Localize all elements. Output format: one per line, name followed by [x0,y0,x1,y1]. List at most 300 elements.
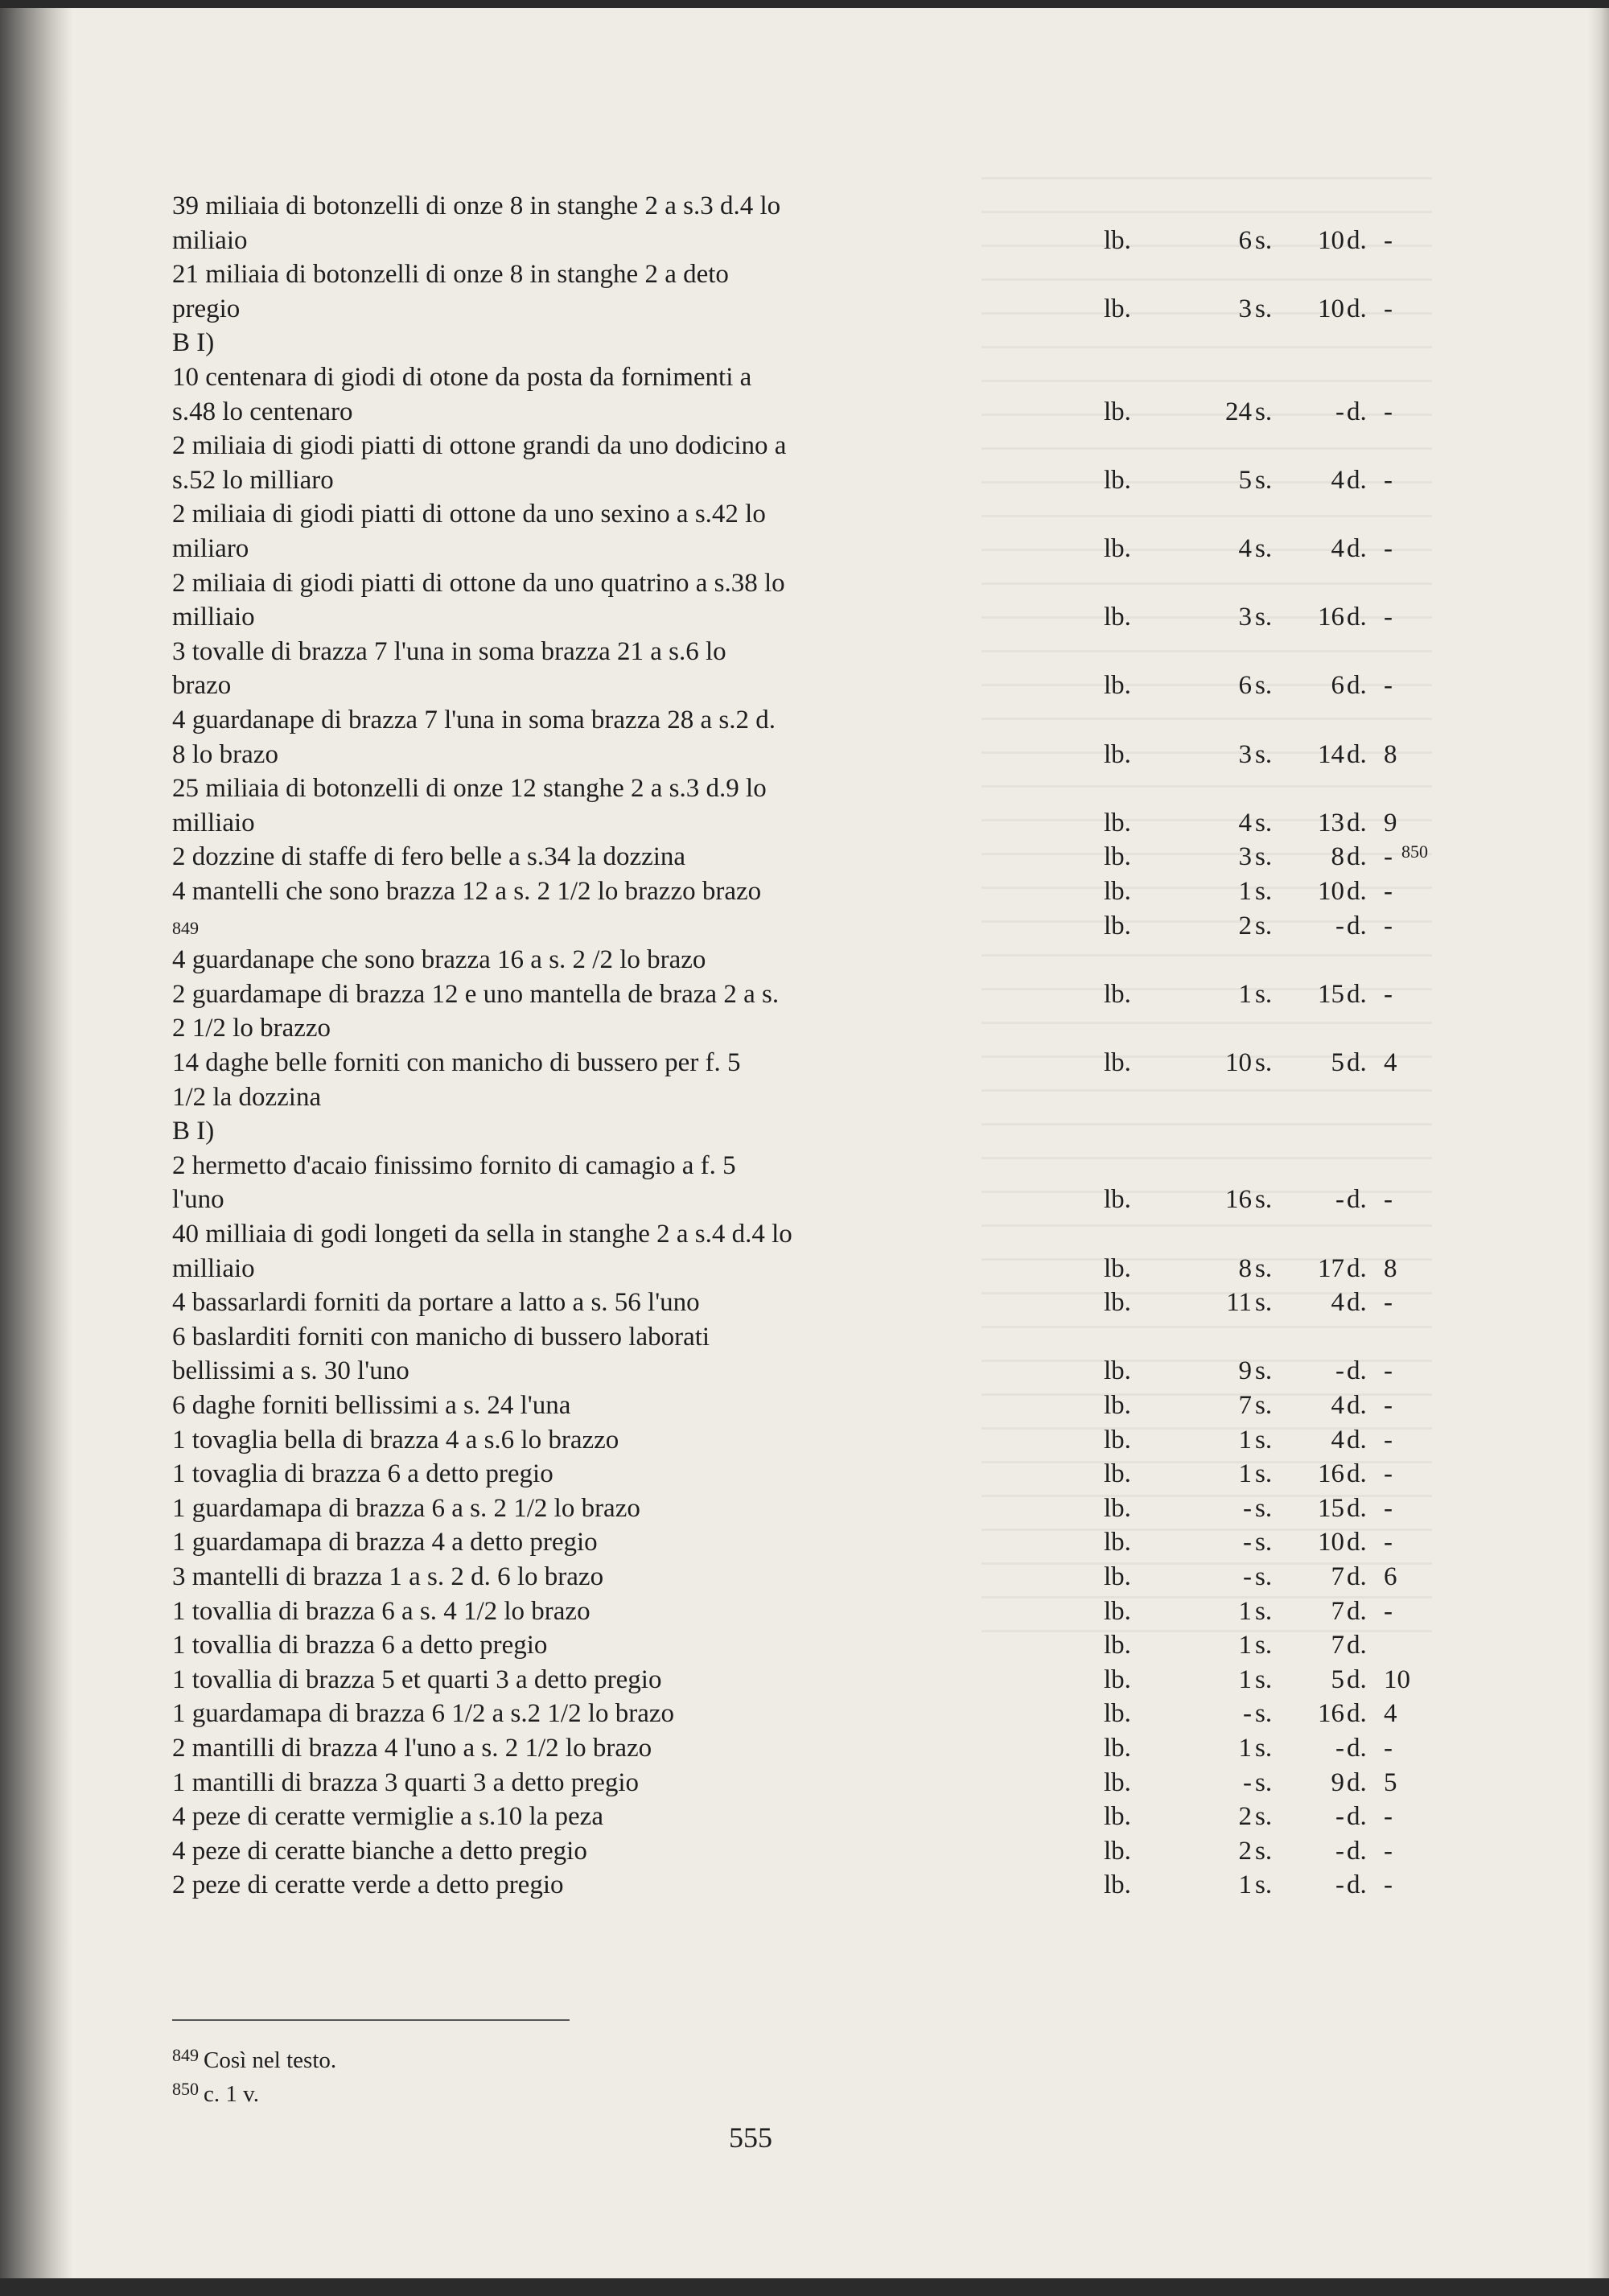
inventory-line [172,636,726,668]
inventory-line [172,498,766,530]
line-text: pregio [172,294,241,323]
extra-value: - [1384,1597,1393,1626]
extra-value: 8 [1384,740,1397,769]
inventory-line [172,1389,1393,1422]
lire-unit: lb. [1104,1597,1131,1626]
soldi-value: 1 [1238,1870,1252,1899]
soldi-unit: s. [1255,1048,1273,1077]
denari-unit: d. [1347,1254,1367,1283]
page-number: 555 [729,2121,772,2154]
denari-value: 15 [1318,980,1344,1009]
line-text: 1 tovallia di brazza 5 et quarti 3 a detto pregio [172,1665,662,1694]
inventory-line [172,1732,1393,1764]
soldi-value: - [1243,1562,1252,1591]
soldi-value: 1 [1238,1665,1252,1694]
lire-unit: lb. [1104,1699,1131,1728]
inventory-line [172,1012,331,1044]
line-text: 4 guardanape che sono brazza 16 a s. 2 /2 lo brazo [172,945,706,974]
footnote-849: $^{849}$ Così nel testo. [172,2045,337,2073]
inventory-line [172,704,776,736]
denari-unit: d. [1347,1288,1367,1317]
lire-unit: lb. [1104,1837,1131,1866]
extra-value: - [1384,1734,1393,1763]
denari-unit: d. [1347,226,1367,255]
denari-unit: d. [1347,1734,1367,1763]
denari-unit: d. [1347,397,1367,426]
line-text: 2 1/2 lo brazzo [172,1014,331,1043]
soldi-unit: s. [1255,226,1273,255]
soldi-unit: s. [1255,603,1273,632]
soldi-value: - [1243,1699,1252,1728]
inventory-line [172,669,1393,702]
inventory-line [172,1526,1393,1558]
soldi-unit: s. [1255,1665,1273,1694]
inventory-line [172,224,1393,257]
lire-unit: lb. [1104,842,1131,871]
line-text: 1 guardamapa di brazza 6 a s. 2 1/2 lo brazo [172,1494,640,1523]
soldi-value: 9 [1238,1356,1252,1385]
soldi-value: 24 [1225,397,1252,426]
line-text: l'uno [172,1185,224,1214]
soldi-value: 8 [1238,1254,1252,1283]
inventory-line [172,1081,321,1113]
line-text: 40 milliaia di godi longeti da sella in stanghe 2 a s.4 d.4 lo [172,1220,792,1249]
inventory-line [172,807,1397,839]
inventory-line [172,1183,1393,1216]
extra-value: - [1384,1356,1393,1385]
line-text: 2 mantilli di brazza 4 l'uno a s. 2 1/2 lo brazo [172,1734,652,1763]
denari-value: - [1335,1734,1344,1763]
line-text: 2 miliaia di giodi piatti di ottone da uno quatrino a s.38 lo [172,569,785,598]
soldi-unit: s. [1255,671,1273,700]
soldi-unit: s. [1255,466,1273,495]
denari-unit: d. [1347,1459,1367,1488]
soldi-value: 1 [1238,1597,1252,1626]
inventory-line [172,875,1393,907]
extra-value: - [1384,1459,1393,1488]
soldi-unit: s. [1255,809,1273,837]
extra-value: 10 [1384,1665,1410,1694]
soldi-unit: s. [1255,1562,1273,1591]
denari-value: 5 [1331,1665,1344,1694]
inventory-line [172,1629,1367,1661]
scan-border-bottom [0,2278,1609,2296]
lire-unit: lb. [1104,1802,1131,1831]
extra-value: - [1384,1426,1393,1455]
inventory-line [172,533,1393,565]
lire-unit: lb. [1104,980,1131,1009]
extra-value: - [1384,466,1393,495]
line-text: 3 tovalle di brazza 7 l'una in soma brazza 21 a s.6 lo [172,637,726,666]
line-text: 2 peze di ceratte verde a detto pregio [172,1870,564,1899]
denari-value: 6 [1331,671,1344,700]
inventory-line [172,1697,1397,1730]
inventory-line [172,396,1393,428]
lire-unit: lb. [1104,226,1131,255]
denari-unit: d. [1347,1699,1367,1728]
denari-unit: d. [1347,877,1367,906]
line-text: 4 guardanape di brazza 7 l'una in soma brazza 28 a s.2 d. [172,706,776,734]
denari-value: - [1335,1356,1344,1385]
lire-unit: lb. [1104,1562,1131,1591]
denari-value: 16 [1318,603,1344,632]
soldi-value: 1 [1238,877,1252,906]
denari-value: 4 [1331,1288,1344,1317]
soldi-unit: s. [1255,1356,1273,1385]
extra-value: - [1384,397,1393,426]
line-text: 4 mantelli che sono brazza 12 a s. 2 1/2 lo brazzo brazo [172,877,762,906]
soldi-unit: s. [1255,1734,1273,1763]
denari-unit: d. [1347,294,1367,323]
line-text: 3 mantelli di brazza 1 a s. 2 d. 6 lo brazo [172,1562,604,1591]
inventory-line [172,1492,1393,1524]
soldi-value: - [1243,1494,1252,1523]
lire-unit: lb. [1104,1494,1131,1523]
denari-unit: d. [1347,1665,1367,1694]
inventory-line [172,1424,1393,1456]
inventory-line [172,190,780,222]
page-edge [1588,0,1609,2296]
lire-unit: lb. [1104,466,1131,495]
soldi-value: 10 [1225,1048,1252,1077]
lire-unit: lb. [1104,809,1131,837]
soldi-unit: s. [1255,1528,1273,1557]
line-text: B I) [172,328,215,357]
inventory-line [172,772,767,804]
soldi-value: 3 [1238,294,1252,323]
denari-unit: d. [1347,1185,1367,1214]
line-text: 4 peze di ceratte vermiglie a s.10 la peza [172,1802,603,1831]
soldi-unit: s. [1255,1426,1273,1455]
soldi-value: 6 [1238,671,1252,700]
line-text: bellissimi a s. 30 l'uno [172,1356,409,1385]
denari-unit: d. [1347,1391,1367,1420]
denari-value: 4 [1331,534,1344,563]
page-binding-shadow [0,0,72,2296]
denari-value: - [1335,1802,1344,1831]
lire-unit: lb. [1104,740,1131,769]
footnote-850: $^{850}$ c. 1 v. [172,2079,259,2107]
soldi-value: 16 [1225,1185,1252,1214]
soldi-unit: s. [1255,294,1273,323]
denari-unit: d. [1347,466,1367,495]
lire-unit: lb. [1104,1254,1131,1283]
soldi-unit: s. [1255,1459,1273,1488]
denari-unit: d. [1347,1802,1367,1831]
lire-unit: lb. [1104,1459,1131,1488]
lire-unit: lb. [1104,671,1131,700]
footnote-ref-marker: 850 [1401,841,1428,862]
inventory-line [172,293,1393,325]
lire-unit: lb. [1104,1870,1131,1899]
inventory-line [172,258,729,290]
lire-unit: lb. [1104,911,1131,940]
inventory-line [172,739,1397,771]
extra-value: - [1384,877,1393,906]
line-text: 1 tovallia di brazza 6 a detto pregio [172,1631,548,1660]
denari-value: 16 [1318,1459,1344,1488]
inventory-line [172,327,214,359]
extra-value: 4 [1384,1048,1397,1077]
denari-unit: d. [1347,1597,1367,1626]
soldi-unit: s. [1255,534,1273,563]
soldi-unit: s. [1255,1768,1273,1797]
extra-value: 8 [1384,1254,1397,1283]
soldi-unit: s. [1255,397,1273,426]
extra-value: - [1384,980,1393,1009]
line-text: 1 guardamapa di brazza 6 1/2 a s.2 1/2 lo brazo [172,1699,675,1728]
soldi-value: - [1243,1528,1252,1557]
line-text: 10 centenara di giodi di otone da posta da fornimenti a [172,363,752,392]
lire-unit: lb. [1104,1185,1131,1214]
denari-unit: d. [1347,842,1367,871]
footnote-divider [172,2019,570,2021]
soldi-value: 3 [1238,603,1252,632]
soldi-value: 3 [1238,842,1252,871]
lire-unit: lb. [1104,1631,1131,1660]
denari-unit: d. [1347,1768,1367,1797]
line-text: 4 peze di ceratte bianche a detto pregio [172,1837,587,1866]
extra-value: - [1384,1494,1393,1523]
denari-unit: d. [1347,911,1367,940]
extra-value: - [1384,1528,1393,1557]
soldi-value: 7 [1238,1391,1252,1420]
denari-value: 13 [1318,809,1344,837]
soldi-value: 6 [1238,226,1252,255]
denari-value: 7 [1331,1597,1344,1626]
denari-unit: d. [1347,1870,1367,1899]
inventory-line [172,910,1393,944]
lire-unit: lb. [1104,1391,1131,1420]
denari-unit: d. [1347,1528,1367,1557]
inventory-line [172,1664,1410,1696]
extra-value: 9 [1384,809,1397,837]
lire-unit: lb. [1104,534,1131,563]
denari-value: 10 [1318,294,1344,323]
denari-value: - [1335,397,1344,426]
inventory-line [172,1286,1393,1319]
line-text: miliaio [172,226,248,255]
line-text: 2 dozzine di staffe di fero belle a s.34 la dozzina [172,842,686,871]
extra-value: - [1384,671,1393,700]
soldi-unit: s. [1255,1699,1273,1728]
line-text: 6 baslarditi forniti con manicho di bussero laborati [172,1323,710,1352]
extra-value: - [1384,1288,1393,1317]
lire-unit: lb. [1104,1426,1131,1455]
denari-value: - [1335,1185,1344,1214]
line-text: 14 daghe belle forniti con manicho di bussero per f. 5 [172,1048,741,1077]
soldi-value: 4 [1238,809,1252,837]
extra-value: - [1384,294,1393,323]
denari-unit: d. [1347,1048,1367,1077]
denari-unit: d. [1347,980,1367,1009]
footnote-ref-marker: 849 [172,918,199,938]
soldi-value: 11 [1226,1288,1252,1317]
line-text: 2 miliaia di giodi piatti di ottone grandi da uno dodicino a [172,431,787,460]
denari-unit: d. [1347,534,1367,563]
extra-value: - [1384,1391,1393,1420]
soldi-unit: s. [1255,842,1273,871]
inventory-line [172,1458,1393,1490]
soldi-value: 1 [1238,1734,1252,1763]
lire-unit: lb. [1104,397,1131,426]
line-text: 2 miliaia di giodi piatti di ottone da uno sexino a s.42 lo [172,500,766,529]
soldi-value: 3 [1238,740,1252,769]
line-text: 1 tovaglia di brazza 6 a detto pregio [172,1459,553,1488]
line-text: 21 miliaia di botonzelli di onze 8 in stanghe 2 a deto [172,260,729,289]
inventory-line [172,1115,214,1147]
extra-value: 4 [1384,1699,1397,1728]
denari-unit: d. [1347,1356,1367,1385]
denari-unit: d. [1347,1562,1367,1591]
denari-value: 7 [1331,1631,1344,1660]
denari-unit: d. [1347,1837,1367,1866]
line-text: milliaio [172,1254,255,1283]
denari-value: 14 [1318,740,1344,769]
inventory-line [172,1595,1393,1627]
scan-border-top [0,0,1609,8]
line-text: 1 mantilli di brazza 3 quarti 3 a detto pregio [172,1768,640,1797]
soldi-unit: s. [1255,1494,1273,1523]
line-text: 39 miliaia di botonzelli di onze 8 in stanghe 2 a s.3 d.4 lo [172,191,781,220]
denari-value: - [1335,1837,1344,1866]
line-text: 2 hermetto d'acaio finissimo fornito di camagio a f. 5 [172,1151,736,1180]
soldi-unit: s. [1255,1802,1273,1831]
denari-unit: d. [1347,1426,1367,1455]
inventory-line [172,1869,1393,1901]
lire-unit: lb. [1104,294,1131,323]
inventory-line [172,601,1393,633]
soldi-unit: s. [1255,740,1273,769]
line-text: 6 daghe forniti bellissimi a s. 24 l'una [172,1391,571,1420]
line-text: 1 tovaglia bella di brazza 4 a s.6 lo brazzo [172,1426,619,1455]
denari-value: 16 [1318,1699,1344,1728]
soldi-value: 2 [1238,1837,1252,1866]
line-text: milliaio [172,809,255,837]
denari-unit: d. [1347,1494,1367,1523]
denari-unit: d. [1347,809,1367,837]
soldi-unit: s. [1255,1597,1273,1626]
lire-unit: lb. [1104,1288,1131,1317]
line-text: 1 tovallia di brazza 6 a s. 4 1/2 lo brazo [172,1597,591,1626]
denari-unit: d. [1347,603,1367,632]
soldi-unit: s. [1255,1254,1273,1283]
soldi-value: 1 [1238,1426,1252,1455]
inventory-line [172,1253,1397,1285]
line-text: s.48 lo centenaro [172,397,353,426]
denari-value: 4 [1331,1391,1344,1420]
inventory-line [172,361,751,393]
denari-value: 4 [1331,466,1344,495]
denari-value: 9 [1331,1768,1344,1797]
soldi-unit: s. [1255,980,1273,1009]
soldi-unit: s. [1255,1185,1273,1214]
line-text: 1 guardamapa di brazza 4 a detto pregio [172,1528,598,1557]
denari-value: 15 [1318,1494,1344,1523]
line-text: B I) [172,1117,215,1146]
lire-unit: lb. [1104,1048,1131,1077]
line-text: 1/2 la dozzina [172,1083,322,1112]
extra-value: - [1384,1837,1393,1866]
line-text: 4 bassarlardi forniti da portare a latto a s. 56 l'uno [172,1288,700,1317]
denari-value: 10 [1318,1528,1344,1557]
lire-unit: lb. [1104,1356,1131,1385]
soldi-unit: s. [1255,1288,1273,1317]
line-text: 25 miliaia di botonzelli di onze 12 stanghe 2 a s.3 d.9 lo [172,774,767,803]
soldi-value: - [1243,1768,1252,1797]
inventory-line [172,978,1393,1010]
soldi-value: 5 [1238,466,1252,495]
extra-value: - [1384,226,1393,255]
line-text: milliaio [172,603,255,632]
soldi-unit: s. [1255,911,1273,940]
extra-value: - [1384,1185,1393,1214]
lire-unit: lb. [1104,1734,1131,1763]
denari-value: - [1335,1870,1344,1899]
denari-unit: d. [1347,1631,1367,1660]
lire-unit: lb. [1104,603,1131,632]
inventory-line [172,944,706,976]
lire-unit: lb. [1104,1768,1131,1797]
line-text: 8 lo brazo [172,740,278,769]
soldi-unit: s. [1255,1837,1273,1866]
denari-value: - [1335,911,1344,940]
inventory-line [172,1047,1397,1079]
soldi-unit: s. [1255,1631,1273,1660]
inventory-line [172,567,785,599]
denari-value: 10 [1318,877,1344,906]
denari-value: 10 [1318,226,1344,255]
denari-value: 17 [1318,1254,1344,1283]
inventory-line [172,1561,1397,1593]
soldi-value: 2 [1238,1802,1252,1831]
lire-unit: lb. [1104,1665,1131,1694]
denari-unit: d. [1347,740,1367,769]
inventory-line [172,1218,792,1250]
extra-value: - [1384,534,1393,563]
soldi-unit: s. [1255,1870,1273,1899]
line-text: 2 guardamape di brazza 12 e uno mantella de braza 2 a s. [172,980,780,1009]
inventory-line [172,1800,1393,1833]
soldi-unit: s. [1255,1391,1273,1420]
extra-value: - [1384,842,1393,871]
denari-value: 5 [1331,1048,1344,1077]
inventory-line [172,1355,1393,1387]
inventory-line [172,1767,1397,1799]
denari-value: 7 [1331,1562,1344,1591]
soldi-unit: s. [1255,877,1273,906]
denari-unit: d. [1347,671,1367,700]
inventory-line [172,1835,1393,1867]
line-text: brazo [172,671,232,700]
extra-value: - [1384,1802,1393,1831]
inventory-line [172,841,1428,873]
line-text: miliaro [172,534,249,563]
inventory-line [172,464,1393,496]
extra-value: - [1384,1870,1393,1899]
denari-value: 8 [1331,842,1344,871]
extra-value: 5 [1384,1768,1397,1797]
inventory-line [172,1321,710,1353]
soldi-value: 1 [1238,1631,1252,1660]
lire-unit: lb. [1104,877,1131,906]
extra-value: - [1384,911,1393,940]
extra-value: 6 [1384,1562,1397,1591]
extra-value: - [1384,603,1393,632]
inventory-line [172,1150,736,1182]
line-text: s.52 lo milliaro [172,466,334,495]
soldi-value: 1 [1238,980,1252,1009]
